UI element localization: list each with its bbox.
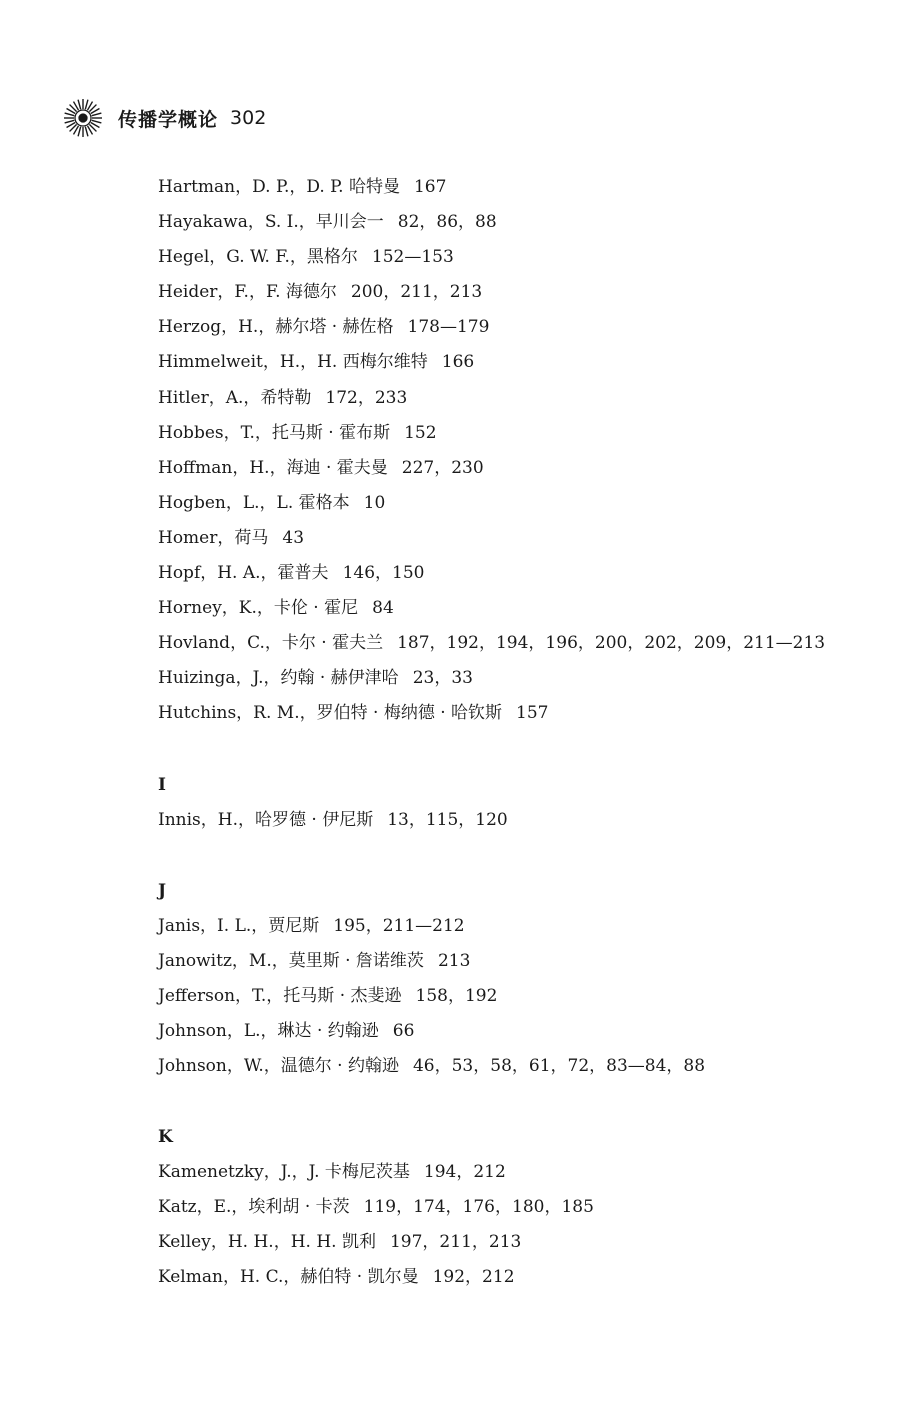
entry-pages: 167 [413, 177, 447, 197]
entry-name: Johnson，L.，琳达 · 约翰逊 [158, 1020, 379, 1041]
entry-name: Innis，H.，哈罗德 · 伊尼斯 [158, 809, 374, 830]
entry-pages: 43 [282, 527, 305, 548]
index-entry [158, 626, 858, 661]
entry-pages: 146，150 [342, 563, 425, 584]
entry-pages: 119，174，176，180，185 [363, 1197, 594, 1218]
entry-pages: 82，86，88 [397, 212, 497, 233]
entry-name: Hopf，H. A.，霍普夫 [158, 563, 329, 584]
entry-pages: 187，192，194，196，200，202，209，211—213 [397, 633, 826, 654]
index-entry [158, 944, 858, 979]
index-entry [158, 205, 858, 240]
index-entry [158, 909, 858, 944]
entry-name: Hutchins，R. M.，罗伯特 · 梅纳德 · 哈钦斯 [158, 703, 503, 724]
entry-pages: 192，212 [432, 1267, 515, 1288]
entry-pages: 178—179 [407, 317, 490, 338]
index-entry [158, 451, 858, 486]
index-entry [158, 1155, 858, 1190]
index-entry [158, 345, 858, 380]
entry-pages: 194，212 [423, 1162, 506, 1183]
entry-pages: 152—153 [371, 247, 454, 268]
index-entry [158, 1190, 858, 1225]
chrysanthemum-icon [62, 97, 104, 139]
entry-name: Hartman，D. P.，D. P. 哈特曼 [158, 177, 400, 197]
entry-pages: 66 [392, 1020, 415, 1041]
index-list [158, 170, 858, 1295]
entry-pages: 166 [441, 352, 475, 373]
entry-pages: 152 [404, 422, 437, 443]
section-letter: I [158, 774, 166, 795]
section-letter: J [158, 880, 167, 901]
entry-name: Kamenetzky，J.，J. 卡梅尼茨基 [158, 1162, 410, 1183]
entry-name: Huizinga，J.，约翰 · 赫伊津哈 [158, 668, 399, 689]
index-entry [158, 416, 858, 451]
index-entry [158, 661, 858, 696]
entry-name: Katz，E.，埃利胡 · 卡茨 [158, 1197, 350, 1218]
book-title: 传播学概论 [118, 108, 219, 131]
entry-name: Hovland，C.，卡尔 · 霍夫兰 [158, 633, 384, 654]
entry-name: Horney，K.，卡伦 · 霍尼 [158, 598, 359, 619]
entry-pages: 13，115，120 [387, 809, 508, 830]
index-entry [158, 240, 858, 275]
index-entry [158, 310, 858, 345]
index-entry [158, 275, 858, 310]
entry-pages: 158，192 [415, 985, 498, 1006]
index-entry [158, 1225, 858, 1260]
entry-name: Hayakawa，S. I.，早川会一 [158, 212, 384, 233]
entry-pages: 197，211，213 [389, 1232, 522, 1253]
index-entry [158, 591, 858, 626]
entry-name: Kelley，H. H.，H. H. 凯利 [158, 1232, 376, 1253]
entry-name: Jefferson，T.，托马斯 · 杰斐逊 [158, 985, 402, 1006]
index-entry [158, 803, 858, 838]
entry-name: Himmelweit，H.，H. 西梅尔维特 [158, 352, 428, 373]
entry-name: Heider，F.，F. 海德尔 [158, 282, 337, 303]
entry-name: Hogben，L.，L. 霍格本 [158, 492, 350, 513]
entry-pages: 23，33 [412, 668, 473, 689]
entry-name: Janis，I. L.，贾尼斯 [158, 915, 320, 936]
entry-name: Hobbes，T.，托马斯 · 霍布斯 [158, 422, 391, 443]
entry-pages: 84 [372, 598, 394, 619]
entry-pages: 213 [437, 950, 471, 971]
entry-name: Hoffman，H.，海迪 · 霍夫曼 [158, 457, 388, 478]
index-entry [158, 556, 858, 591]
index-entry [158, 486, 858, 521]
index-entry [158, 979, 858, 1014]
page-number: 302 [230, 107, 267, 129]
entry-name: Herzog，H.，赫尔塔 · 赫佐格 [158, 317, 394, 338]
entry-name: Hegel，G. W. F.，黑格尔 [158, 247, 358, 268]
entry-name: Johnson，W.，温德尔 · 约翰逊 [158, 1055, 399, 1076]
running-header [62, 96, 266, 140]
entry-name: Kelman，H. C.，赫伯特 · 凯尔曼 [158, 1267, 419, 1288]
entry-pages: 10 [363, 492, 386, 513]
entry-pages: 172，233 [325, 387, 408, 408]
index-entry [158, 1014, 858, 1049]
index-entry [158, 521, 858, 556]
entry-name: Janowitz，M.，莫里斯 · 詹诺维茨 [158, 950, 424, 971]
index-entry [158, 381, 858, 416]
index-entry [158, 696, 858, 731]
entry-pages: 200，211，213 [350, 282, 483, 303]
entry-pages: 157 [516, 703, 549, 724]
index-entry [158, 1260, 858, 1295]
entry-pages: 46，53，58，61，72，83—84，88 [412, 1055, 706, 1076]
index-entry [158, 1049, 858, 1084]
entry-pages: 195，211—212 [333, 915, 465, 936]
index-entry [158, 170, 858, 205]
entry-name: Homer，荷马 [158, 527, 269, 548]
section-letter: K [158, 1127, 173, 1148]
entry-pages: 227，230 [401, 457, 484, 478]
entry-name: Hitler，A.，希特勒 [158, 387, 312, 408]
